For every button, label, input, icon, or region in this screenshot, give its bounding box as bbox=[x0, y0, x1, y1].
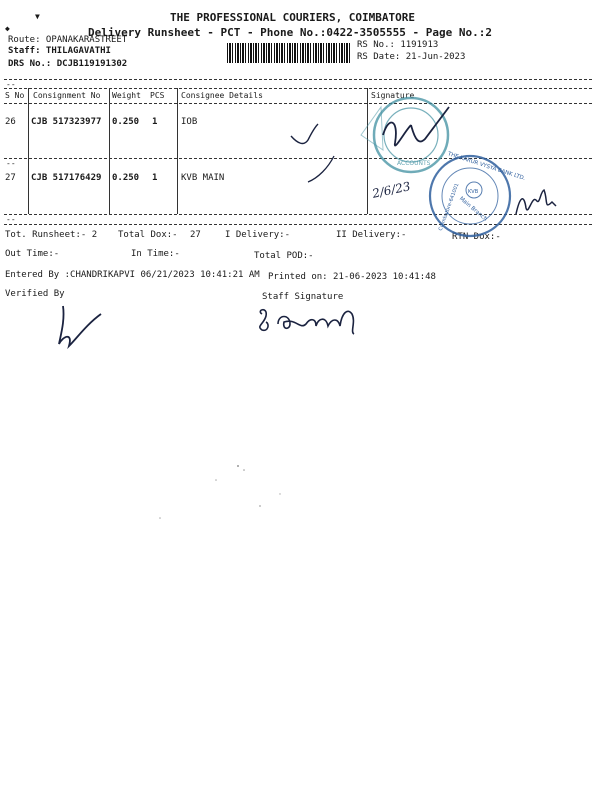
stamp2-title: THE KARUR VYSYA BANK LTD. bbox=[446, 151, 526, 183]
col-signature: Signature bbox=[371, 91, 415, 100]
rs-number: RS No.: 1191913 bbox=[357, 40, 439, 50]
barcode bbox=[227, 43, 351, 63]
stamp2-city: Coimbatore-641001 bbox=[437, 182, 461, 232]
bank-stamp bbox=[422, 151, 526, 242]
entered-by: Entered By :CHANDRIKAPVI 06/21/2023 10:41:21 AM bbox=[5, 270, 260, 280]
stamp2-branch: Main Branch bbox=[457, 195, 489, 223]
header-dot-icon: ◆ bbox=[5, 24, 10, 33]
table-row-27-sno: 27 bbox=[5, 173, 16, 183]
handwritten-date: 2/6/23 bbox=[370, 179, 412, 201]
bank-initials-signature bbox=[514, 186, 558, 220]
tot-runsheet: Tot. Runsheet:- 2 bbox=[5, 230, 98, 240]
table-row-27-pcs: 1 bbox=[152, 173, 158, 183]
route-label: Route: OPANAKARASTREET bbox=[8, 35, 128, 45]
rtn-dox: RTN Dox:- bbox=[452, 232, 501, 242]
col-divider-1 bbox=[28, 88, 29, 214]
divider-header-bottom bbox=[4, 103, 592, 104]
verified-by: Verified By bbox=[5, 289, 65, 299]
header-marker: -- bbox=[6, 80, 16, 89]
col-divider-2 bbox=[109, 88, 110, 214]
table-row-26-consignment: CJB 517323977 bbox=[31, 117, 102, 127]
header-bullet-icon: ▼ bbox=[35, 12, 40, 21]
i-delivery: I Delivery:- bbox=[225, 230, 291, 240]
col-weight: Weight bbox=[112, 91, 141, 100]
table-row-27-consignment: CJB 517176429 bbox=[31, 173, 102, 183]
staff-signature bbox=[256, 304, 366, 338]
table-row-27-weight: 0.250 bbox=[112, 173, 140, 183]
total-dox-label: Total Dox:- bbox=[118, 230, 178, 240]
printed-on: Printed on: 21-06-2023 10:41:48 bbox=[268, 272, 436, 282]
col-consignment: Consignment No bbox=[33, 91, 101, 100]
checkmark-27-icon bbox=[306, 150, 356, 190]
in-time: In Time:- bbox=[131, 249, 180, 259]
col-pcs: PCS bbox=[150, 91, 165, 100]
stamp1-text: ACCOUNTS bbox=[397, 160, 431, 167]
runsheet-title: Delivery Runsheet - PCT - Phone No.:0422-3505555 - Page No.:2 bbox=[88, 26, 492, 39]
ii-delivery: II Delivery:- bbox=[336, 230, 407, 240]
verified-signature bbox=[55, 302, 105, 352]
col-consignee: Consignee Details bbox=[181, 91, 263, 100]
company-name: THE PROFESSIONAL COURIERS, COIMBATORE bbox=[170, 11, 416, 24]
col-divider-3 bbox=[177, 88, 178, 214]
stamp2-logo: KVB bbox=[468, 189, 479, 195]
divider-header-top bbox=[4, 88, 592, 89]
footer-marker: -- bbox=[6, 215, 16, 224]
table-row-26-pcs: 1 bbox=[152, 117, 158, 127]
scan-noise bbox=[150, 440, 350, 520]
col-sno: S No bbox=[5, 91, 25, 100]
staff-label: Staff: THILAGAVATHI bbox=[8, 46, 111, 56]
out-time: Out Time:- bbox=[5, 249, 60, 259]
table-row-26-consignee: IOB bbox=[181, 117, 198, 127]
row-marker-27: -- bbox=[6, 159, 16, 168]
rs-date: RS Date: 21-Jun-2023 bbox=[357, 52, 466, 62]
drs-number: DRS No.: DCJB119191302 bbox=[8, 59, 128, 69]
divider-top bbox=[4, 79, 592, 80]
total-dox-value: 27 bbox=[190, 230, 201, 240]
table-row-26-sno: 26 bbox=[5, 117, 16, 127]
total-pod: Total POD:- bbox=[254, 251, 314, 261]
table-row-26-weight: 0.250 bbox=[112, 117, 140, 127]
table-row-27-consignee: KVB MAIN bbox=[181, 173, 225, 183]
staff-signature-label: Staff Signature bbox=[262, 292, 344, 302]
